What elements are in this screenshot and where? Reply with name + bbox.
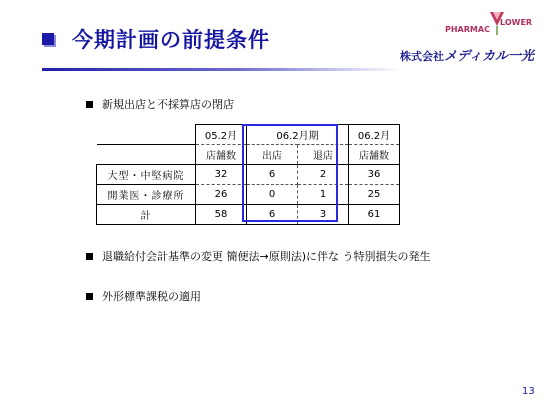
page-number: 13 (522, 386, 535, 397)
table-row-label: 大型・中堅病院 (97, 165, 196, 185)
table-cell: 6 (247, 165, 298, 185)
table-cell: 6 (247, 205, 298, 225)
slide-title: 今期計画の前提条件 (72, 28, 270, 52)
company-logo (400, 8, 550, 70)
table-corner-cell (97, 125, 196, 145)
title-bullet-square (42, 33, 54, 45)
table-cell: 32 (196, 165, 247, 185)
title-underline (42, 68, 402, 71)
table-cell: 3 (298, 205, 349, 225)
logo-company-name (400, 45, 534, 64)
bullet-item (86, 288, 201, 304)
table-cell: 36 (349, 165, 400, 185)
table-row-label: 計 (97, 205, 196, 225)
logo-company-brand: メディカル一光 (444, 49, 534, 64)
table-cell: 58 (196, 205, 247, 225)
bullet-item (86, 248, 431, 264)
table-header-cell: 店舗数 (196, 145, 247, 165)
table-header-row (97, 125, 400, 145)
table-cell: 1 (298, 185, 349, 205)
table-row-label: 開業医・診療所 (97, 185, 196, 205)
logo-company-prefix: 株式会社 (400, 50, 444, 63)
table-corner-cell (97, 145, 196, 165)
table-cell: 26 (196, 185, 247, 205)
table-header-cell: 出店 (247, 145, 298, 165)
bullet-item (86, 96, 234, 112)
table-row (97, 185, 400, 205)
table-header-cell: 06.2月期 (247, 125, 349, 145)
table-cell: 0 (247, 185, 298, 205)
table-header-cell: 店舗数 (349, 145, 400, 165)
table-row (97, 165, 400, 185)
bullet-text: 退職給付会計基準の変更 簡便法→原則法)に伴な う特別損失の発生 (102, 250, 431, 263)
bullet-square-icon (86, 293, 93, 300)
table-row (97, 205, 400, 225)
slide-title-bar (42, 24, 270, 54)
logo-pharmac-text: PHARMAC (445, 25, 490, 34)
table-header-cell: 05.2月 (196, 125, 247, 145)
table-header-cell: 06.2月 (349, 125, 400, 145)
table-header-row (97, 145, 400, 165)
bullet-text: 外形標準課税の適用 (102, 290, 201, 303)
table-cell: 25 (349, 185, 400, 205)
logo-lower-text: LOWER (500, 18, 533, 27)
bullet-square-icon (86, 101, 93, 108)
table-cell: 61 (349, 205, 400, 225)
store-count-table (96, 124, 400, 225)
bullet-text: 新規出店と不採算店の閉店 (102, 98, 234, 111)
table-header-cell: 退店 (298, 145, 349, 165)
table-cell: 2 (298, 165, 349, 185)
bullet-square-icon (86, 253, 93, 260)
